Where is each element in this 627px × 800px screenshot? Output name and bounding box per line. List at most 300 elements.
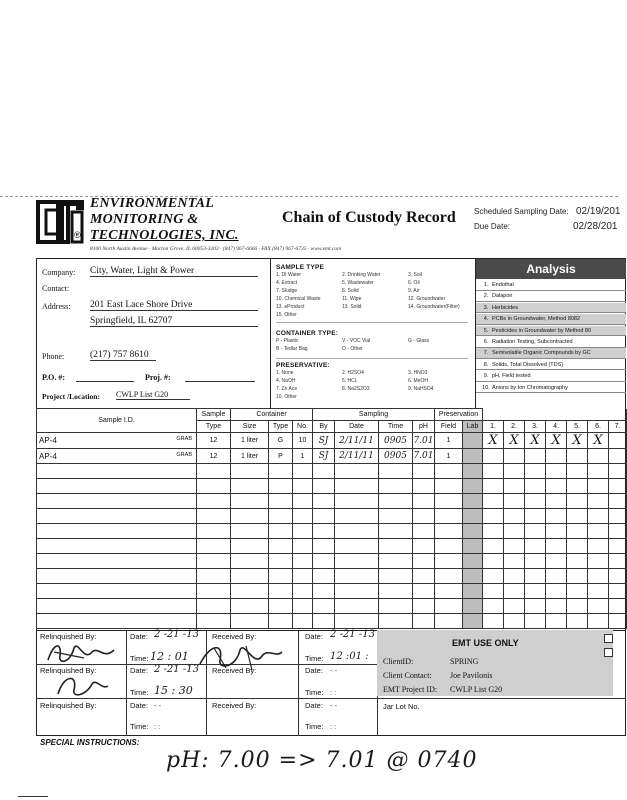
container-no-cell[interactable] bbox=[293, 569, 313, 584]
sampled-by-cell[interactable] bbox=[313, 509, 335, 524]
sample-time-cell[interactable] bbox=[379, 494, 413, 509]
preservation-lab-cell[interactable] bbox=[463, 614, 483, 629]
recv-time-value-1[interactable]: 12 :01 : bbox=[330, 651, 369, 662]
sample-type-cell[interactable] bbox=[197, 479, 231, 494]
analysis-check-cell[interactable] bbox=[483, 524, 504, 539]
container-no-cell[interactable] bbox=[293, 614, 313, 629]
contact-field[interactable] bbox=[90, 282, 258, 294]
sample-date-cell[interactable]: 2/11/11 bbox=[335, 449, 379, 464]
analysis-check-cell[interactable] bbox=[567, 599, 588, 614]
analysis-check-cell[interactable] bbox=[588, 509, 609, 524]
sample-id-cell[interactable] bbox=[37, 479, 197, 494]
sample-date-cell[interactable]: 2/11/11 bbox=[335, 433, 379, 449]
sample-ph-cell[interactable]: 7.01 bbox=[413, 449, 435, 464]
analysis-item-label: Endothal bbox=[492, 282, 514, 288]
col-sample-type-bottom: Type bbox=[197, 421, 231, 433]
analysis-check-cell[interactable]: X bbox=[504, 433, 525, 449]
analysis-check-cell[interactable] bbox=[546, 569, 567, 584]
sampled-by-cell[interactable] bbox=[313, 614, 335, 629]
grab-tag: GRAB bbox=[176, 436, 192, 442]
container-no-cell[interactable] bbox=[293, 509, 313, 524]
time-label-3: Time: bbox=[130, 722, 149, 731]
sample-time-cell[interactable] bbox=[379, 614, 413, 629]
recv-date-value-1[interactable]: 2 -21 -13 bbox=[330, 629, 375, 640]
company-field[interactable]: City, Water, Light & Power bbox=[90, 266, 258, 277]
sample-time-cell[interactable] bbox=[379, 464, 413, 479]
analysis-check-cell[interactable]: X bbox=[525, 433, 546, 449]
table-row bbox=[37, 524, 627, 539]
sample-time-cell[interactable]: 0905 bbox=[379, 433, 413, 449]
preservation-field-cell[interactable] bbox=[435, 539, 463, 554]
sample-time-cell[interactable] bbox=[379, 569, 413, 584]
analysis-item bbox=[476, 348, 626, 359]
container-size-cell[interactable] bbox=[231, 524, 269, 539]
proj-field[interactable] bbox=[185, 381, 255, 382]
preservation-lab-cell[interactable] bbox=[463, 539, 483, 554]
container-no-cell[interactable]: 10 bbox=[293, 433, 313, 449]
container-type-cell[interactable] bbox=[269, 614, 293, 629]
divider bbox=[276, 322, 468, 323]
date-value-1[interactable]: 2 -21 -13 bbox=[154, 629, 199, 640]
analysis-check-cell[interactable] bbox=[609, 599, 627, 614]
container-type-cell[interactable] bbox=[269, 524, 293, 539]
preservation-lab-cell[interactable] bbox=[463, 524, 483, 539]
key-item: 1. DI Water bbox=[276, 272, 302, 278]
container-size-cell[interactable] bbox=[231, 479, 269, 494]
analysis-check-cell[interactable] bbox=[567, 569, 588, 584]
checkbox-2[interactable] bbox=[604, 648, 613, 657]
sample-ph-cell[interactable] bbox=[413, 464, 435, 479]
recv-date-blank-3[interactable]: - - bbox=[330, 701, 338, 710]
container-size-cell[interactable] bbox=[231, 539, 269, 554]
preservation-field-cell[interactable] bbox=[435, 509, 463, 524]
container-type-cell[interactable] bbox=[269, 599, 293, 614]
time-blank-3[interactable]: : : bbox=[154, 722, 161, 731]
sampled-by-cell[interactable] bbox=[313, 584, 335, 599]
analysis-check-cell[interactable] bbox=[525, 494, 546, 509]
preservation-field-cell[interactable] bbox=[435, 554, 463, 569]
analysis-check-cell[interactable] bbox=[609, 539, 627, 554]
po-field[interactable] bbox=[76, 381, 134, 382]
sample-date-cell[interactable] bbox=[335, 584, 379, 599]
preservation-lab-cell[interactable] bbox=[463, 599, 483, 614]
sampled-by-cell[interactable] bbox=[313, 524, 335, 539]
analysis-check-cell[interactable] bbox=[525, 614, 546, 629]
sample-date-cell[interactable] bbox=[335, 554, 379, 569]
analysis-check-cell[interactable] bbox=[567, 539, 588, 554]
analysis-check-cell[interactable] bbox=[546, 479, 567, 494]
container-size-cell[interactable] bbox=[231, 614, 269, 629]
sample-time-cell[interactable] bbox=[379, 509, 413, 524]
analysis-check-cell[interactable] bbox=[525, 554, 546, 569]
sampled-by-cell[interactable] bbox=[313, 494, 335, 509]
sample-ph-cell[interactable] bbox=[413, 614, 435, 629]
analysis-check-cell[interactable] bbox=[525, 599, 546, 614]
preservation-field-cell[interactable] bbox=[435, 524, 463, 539]
analysis-check-cell[interactable] bbox=[609, 584, 627, 599]
col-analysis-4: 4. bbox=[546, 421, 567, 433]
container-type-cell[interactable]: P bbox=[269, 449, 293, 464]
sample-type-cell[interactable]: 12 bbox=[197, 449, 231, 464]
divider bbox=[36, 698, 626, 699]
key-item: B - Tedlar Bag bbox=[276, 346, 308, 352]
preservation-lab-cell[interactable] bbox=[463, 494, 483, 509]
sample-id-cell[interactable] bbox=[37, 509, 197, 524]
preservation-field-cell[interactable] bbox=[435, 479, 463, 494]
sampled-by-cell[interactable] bbox=[313, 599, 335, 614]
sample-id-cell[interactable] bbox=[37, 599, 197, 614]
preservation-lab-cell[interactable] bbox=[463, 509, 483, 524]
sample-ph-cell[interactable] bbox=[413, 554, 435, 569]
analysis-check-cell[interactable] bbox=[588, 524, 609, 539]
analysis-check-cell[interactable] bbox=[504, 524, 525, 539]
analysis-check-cell[interactable] bbox=[525, 449, 546, 464]
sample-date-cell[interactable] bbox=[335, 524, 379, 539]
analysis-check-cell[interactable] bbox=[609, 569, 627, 584]
preservation-lab-cell[interactable] bbox=[463, 449, 483, 464]
key-item: 2. Drinking Water bbox=[342, 272, 381, 278]
sample-date-cell[interactable] bbox=[335, 464, 379, 479]
col-container: Container bbox=[231, 409, 313, 421]
sample-date-cell[interactable] bbox=[335, 479, 379, 494]
sample-type-cell[interactable] bbox=[197, 494, 231, 509]
analysis-check-cell[interactable] bbox=[525, 584, 546, 599]
analysis-check-cell[interactable] bbox=[504, 539, 525, 554]
sample-ph-cell[interactable] bbox=[413, 494, 435, 509]
sample-id-cell[interactable] bbox=[37, 554, 197, 569]
analysis-check-cell[interactable] bbox=[609, 464, 627, 479]
analysis-check-cell[interactable] bbox=[609, 554, 627, 569]
analysis-check-cell[interactable] bbox=[546, 524, 567, 539]
table-row bbox=[37, 554, 627, 569]
container-size-cell[interactable]: 1 liter bbox=[231, 433, 269, 449]
divider bbox=[276, 358, 468, 359]
analysis-check-cell[interactable] bbox=[483, 509, 504, 524]
container-no-cell[interactable] bbox=[293, 584, 313, 599]
sample-type-key bbox=[272, 262, 472, 407]
sample-id-cell[interactable] bbox=[37, 494, 197, 509]
analysis-check-cell[interactable] bbox=[546, 494, 567, 509]
recv-time-blank-2[interactable]: : : bbox=[330, 688, 337, 697]
container-size-cell[interactable]: 1 liter bbox=[231, 449, 269, 464]
analysis-check-cell[interactable] bbox=[504, 464, 525, 479]
sample-type-cell[interactable]: 12 bbox=[197, 433, 231, 449]
analysis-check-cell[interactable] bbox=[483, 569, 504, 584]
sample-time-cell[interactable] bbox=[379, 539, 413, 554]
analysis-check-cell[interactable] bbox=[483, 449, 504, 464]
sampled-by-cell[interactable] bbox=[313, 464, 335, 479]
analysis-check-cell[interactable] bbox=[609, 494, 627, 509]
analysis-check-cell[interactable] bbox=[546, 614, 567, 629]
sampled-by-cell[interactable] bbox=[313, 479, 335, 494]
recv-date-label-3: Date: bbox=[305, 701, 323, 710]
phone-field[interactable]: (217) 757 8610 bbox=[90, 350, 156, 361]
analysis-check-cell[interactable] bbox=[588, 494, 609, 509]
analysis-check-cell[interactable] bbox=[504, 614, 525, 629]
table-row bbox=[37, 509, 627, 524]
analysis-check-cell[interactable] bbox=[504, 599, 525, 614]
analysis-check-cell[interactable] bbox=[504, 479, 525, 494]
preservation-lab-cell[interactable] bbox=[463, 433, 483, 449]
sample-id: AP-4 bbox=[39, 436, 57, 445]
project-location-field[interactable]: CWLP List G20 bbox=[116, 390, 190, 400]
analysis-check-cell[interactable] bbox=[609, 479, 627, 494]
analysis-check-cell[interactable] bbox=[588, 464, 609, 479]
container-type-cell[interactable] bbox=[269, 479, 293, 494]
analysis-check-cell[interactable] bbox=[567, 479, 588, 494]
recv-date-blank-2[interactable]: - - bbox=[330, 666, 338, 675]
analysis-item-label: pH, Field tested bbox=[492, 373, 531, 380]
time-value-2[interactable]: 15 : 30 bbox=[154, 684, 193, 697]
preservation-field-cell[interactable] bbox=[435, 464, 463, 479]
container-no-cell[interactable] bbox=[293, 479, 313, 494]
sample-date-cell[interactable] bbox=[335, 509, 379, 524]
container-size-cell[interactable] bbox=[231, 464, 269, 479]
date-value-2[interactable]: 2 -21 -13 bbox=[154, 664, 199, 675]
sample-type-cell[interactable] bbox=[197, 539, 231, 554]
analysis-check-cell[interactable] bbox=[525, 479, 546, 494]
sample-time-cell[interactable] bbox=[379, 524, 413, 539]
preservation-lab-cell[interactable] bbox=[463, 554, 483, 569]
analysis-check-cell[interactable]: X bbox=[588, 433, 609, 449]
analysis-check-cell[interactable] bbox=[504, 494, 525, 509]
sample-date-cell[interactable] bbox=[335, 494, 379, 509]
analysis-check-cell[interactable] bbox=[525, 569, 546, 584]
analysis-check-cell[interactable] bbox=[483, 539, 504, 554]
preservation-field-cell[interactable] bbox=[435, 584, 463, 599]
preservation-lab-cell[interactable] bbox=[463, 464, 483, 479]
container-no-cell[interactable] bbox=[293, 524, 313, 539]
analysis-check-cell[interactable]: X bbox=[483, 433, 504, 449]
sample-type-cell[interactable] bbox=[197, 554, 231, 569]
sample-ph-cell[interactable] bbox=[413, 524, 435, 539]
container-size-cell[interactable] bbox=[231, 599, 269, 614]
key-item: 3. HNO3 bbox=[408, 370, 428, 376]
analysis-check-cell[interactable] bbox=[504, 449, 525, 464]
key-item: 10. Chemical Waste bbox=[276, 296, 321, 302]
sample-type-cell[interactable] bbox=[197, 614, 231, 629]
checkbox-1[interactable] bbox=[604, 634, 613, 643]
sample-type-cell[interactable] bbox=[197, 599, 231, 614]
key-item: 7. Zn Ace bbox=[276, 386, 298, 392]
analysis-check-cell[interactable] bbox=[504, 554, 525, 569]
analysis-check-cell[interactable] bbox=[546, 464, 567, 479]
sample-time-cell[interactable]: 0905 bbox=[379, 449, 413, 464]
preservation-lab-cell[interactable] bbox=[463, 479, 483, 494]
divider bbox=[298, 630, 299, 736]
analysis-check-cell[interactable] bbox=[483, 494, 504, 509]
sample-ph-cell[interactable] bbox=[413, 479, 435, 494]
key-item: 9. Air bbox=[408, 288, 420, 294]
analysis-check-cell[interactable] bbox=[567, 449, 588, 464]
sampled-by-cell[interactable]: SJ bbox=[313, 433, 335, 449]
container-no-cell[interactable] bbox=[293, 539, 313, 554]
analysis-check-cell[interactable] bbox=[525, 539, 546, 554]
sample-id-cell[interactable] bbox=[37, 433, 197, 449]
analysis-check-cell[interactable] bbox=[525, 509, 546, 524]
analysis-check-cell[interactable] bbox=[609, 614, 627, 629]
container-size-cell[interactable] bbox=[231, 554, 269, 569]
container-type-cell[interactable] bbox=[269, 509, 293, 524]
analysis-check-cell[interactable] bbox=[567, 584, 588, 599]
analysis-check-cell[interactable] bbox=[567, 509, 588, 524]
address-line2-field[interactable]: Springfield, IL 62707 bbox=[90, 316, 258, 327]
scheduled-sampling-label: Scheduled Sampling Date: bbox=[474, 207, 569, 216]
analysis-check-cell[interactable]: X bbox=[567, 433, 588, 449]
analysis-check-cell[interactable] bbox=[483, 479, 504, 494]
analysis-check-cell[interactable] bbox=[483, 554, 504, 569]
analysis-check-cell[interactable] bbox=[546, 599, 567, 614]
po-label: P.O. #: bbox=[42, 373, 66, 382]
analysis-check-cell[interactable] bbox=[504, 509, 525, 524]
analysis-check-cell[interactable] bbox=[588, 614, 609, 629]
analysis-check-cell[interactable] bbox=[609, 449, 627, 464]
sample-ph-cell[interactable] bbox=[413, 509, 435, 524]
analysis-check-cell[interactable] bbox=[588, 479, 609, 494]
analysis-check-cell[interactable] bbox=[546, 509, 567, 524]
container-size-cell[interactable] bbox=[231, 494, 269, 509]
analysis-check-cell[interactable] bbox=[546, 449, 567, 464]
container-type-cell[interactable] bbox=[269, 464, 293, 479]
sample-date-cell[interactable] bbox=[335, 539, 379, 554]
preservation-field-cell[interactable]: 1 bbox=[435, 449, 463, 464]
analysis-check-cell[interactable] bbox=[525, 524, 546, 539]
analysis-check-cell[interactable] bbox=[588, 569, 609, 584]
preservation-field-cell[interactable] bbox=[435, 599, 463, 614]
col-ph: pH bbox=[413, 421, 435, 433]
sample-type-cell[interactable] bbox=[197, 569, 231, 584]
analysis-check-cell[interactable] bbox=[588, 584, 609, 599]
special-instructions-value[interactable]: pH: 7.00 => 7.01 @ 0740 bbox=[166, 748, 478, 773]
analysis-check-cell[interactable] bbox=[504, 569, 525, 584]
address-line1-field[interactable]: 201 East Lace Shore Drive bbox=[90, 300, 258, 311]
key-item: 8. Na2S2O3 bbox=[342, 386, 370, 392]
col-sample-type-top: Sample bbox=[197, 409, 231, 421]
sample-ph-cell[interactable] bbox=[413, 599, 435, 614]
preservation-field-cell[interactable] bbox=[435, 614, 463, 629]
analysis-check-cell[interactable] bbox=[567, 524, 588, 539]
analysis-check-cell[interactable] bbox=[546, 554, 567, 569]
analysis-check-cell[interactable]: X bbox=[546, 433, 567, 449]
table-row bbox=[37, 479, 627, 494]
sample-id-cell[interactable] bbox=[37, 464, 197, 479]
container-no-cell[interactable] bbox=[293, 599, 313, 614]
container-no-cell[interactable]: 1 bbox=[293, 449, 313, 464]
sample-id-cell[interactable] bbox=[37, 524, 197, 539]
analysis-check-cell[interactable] bbox=[504, 584, 525, 599]
sample-type-cell[interactable] bbox=[197, 524, 231, 539]
sample-type-cell[interactable] bbox=[197, 584, 231, 599]
col-lab: Lab bbox=[463, 421, 483, 433]
sample-type-cell[interactable] bbox=[197, 509, 231, 524]
analysis-check-cell[interactable] bbox=[525, 464, 546, 479]
col-analysis-5: 5. bbox=[567, 421, 588, 433]
sample-id-cell[interactable] bbox=[37, 569, 197, 584]
project-id-label: EMT Project ID: bbox=[383, 685, 438, 694]
analysis-check-cell[interactable] bbox=[546, 584, 567, 599]
preservation-field-cell[interactable] bbox=[435, 569, 463, 584]
analysis-item-number: 10. bbox=[482, 384, 490, 391]
analysis-check-cell[interactable] bbox=[483, 614, 504, 629]
container-size-cell[interactable] bbox=[231, 569, 269, 584]
container-type-cell[interactable] bbox=[269, 539, 293, 554]
col-sampling: Sampling bbox=[313, 409, 435, 421]
preservation-lab-cell[interactable] bbox=[463, 584, 483, 599]
sample-id-cell[interactable] bbox=[37, 539, 197, 554]
analysis-check-cell[interactable] bbox=[588, 539, 609, 554]
sample-time-cell[interactable] bbox=[379, 599, 413, 614]
sampled-by-cell[interactable]: SJ bbox=[313, 449, 335, 464]
container-type-cell[interactable] bbox=[269, 584, 293, 599]
analysis-item-number: 3. bbox=[483, 304, 489, 311]
container-type-cell[interactable] bbox=[269, 569, 293, 584]
sample-type-cell[interactable] bbox=[197, 464, 231, 479]
recv-time-label-2: Time: bbox=[305, 688, 324, 697]
container-size-cell[interactable] bbox=[231, 584, 269, 599]
container-type-cell[interactable]: G bbox=[269, 433, 293, 449]
sample-date-cell[interactable] bbox=[335, 569, 379, 584]
analysis-check-cell[interactable] bbox=[567, 614, 588, 629]
analysis-check-cell[interactable] bbox=[567, 494, 588, 509]
analysis-check-cell[interactable] bbox=[609, 524, 627, 539]
sampled-by-cell[interactable] bbox=[313, 554, 335, 569]
container-type-cell[interactable] bbox=[269, 554, 293, 569]
sampled-by-cell[interactable] bbox=[313, 569, 335, 584]
analysis-check-cell[interactable] bbox=[483, 599, 504, 614]
analysis-item bbox=[476, 280, 626, 291]
preservation-field-cell[interactable]: 1 bbox=[435, 433, 463, 449]
container-no-cell[interactable] bbox=[293, 464, 313, 479]
sampled-by-cell[interactable] bbox=[313, 539, 335, 554]
sample-ph-cell[interactable] bbox=[413, 584, 435, 599]
sample-ph-cell[interactable] bbox=[413, 539, 435, 554]
analysis-check-cell[interactable] bbox=[546, 539, 567, 554]
recv-time-blank-3[interactable]: : : bbox=[330, 722, 337, 731]
preservation-field-cell[interactable] bbox=[435, 494, 463, 509]
date-blank-3[interactable]: - - bbox=[154, 701, 162, 710]
sample-ph-cell[interactable]: 7.01 bbox=[413, 433, 435, 449]
sample-id-cell[interactable] bbox=[37, 584, 197, 599]
col-size: Size bbox=[231, 421, 269, 433]
sample-id-cell[interactable] bbox=[37, 449, 197, 464]
col-sample-id: Sample I.D. bbox=[37, 409, 197, 433]
time-value-1[interactable]: 12 : 01 bbox=[150, 650, 189, 663]
analysis-check-cell[interactable] bbox=[588, 554, 609, 569]
analysis-check-cell[interactable] bbox=[567, 554, 588, 569]
relinquished-label-3: Relinquished By: bbox=[40, 701, 97, 710]
analysis-check-cell[interactable] bbox=[483, 584, 504, 599]
preservation-lab-cell[interactable] bbox=[463, 569, 483, 584]
analysis-check-cell[interactable] bbox=[609, 433, 627, 449]
container-type-cell[interactable] bbox=[269, 494, 293, 509]
sample-time-cell[interactable] bbox=[379, 584, 413, 599]
analysis-check-cell[interactable] bbox=[588, 449, 609, 464]
sample-time-cell[interactable] bbox=[379, 479, 413, 494]
sample-date-cell[interactable] bbox=[335, 614, 379, 629]
analysis-check-cell[interactable] bbox=[483, 464, 504, 479]
analysis-check-cell[interactable] bbox=[588, 599, 609, 614]
table-row bbox=[37, 614, 627, 629]
analysis-check-cell[interactable] bbox=[567, 464, 588, 479]
container-size-cell[interactable] bbox=[231, 509, 269, 524]
sample-id-cell[interactable] bbox=[37, 614, 197, 629]
sample-time-cell[interactable] bbox=[379, 554, 413, 569]
sample-date-cell[interactable] bbox=[335, 599, 379, 614]
container-no-cell[interactable] bbox=[293, 494, 313, 509]
sample-ph-cell[interactable] bbox=[413, 569, 435, 584]
analysis-check-cell[interactable] bbox=[609, 509, 627, 524]
container-no-cell[interactable] bbox=[293, 554, 313, 569]
